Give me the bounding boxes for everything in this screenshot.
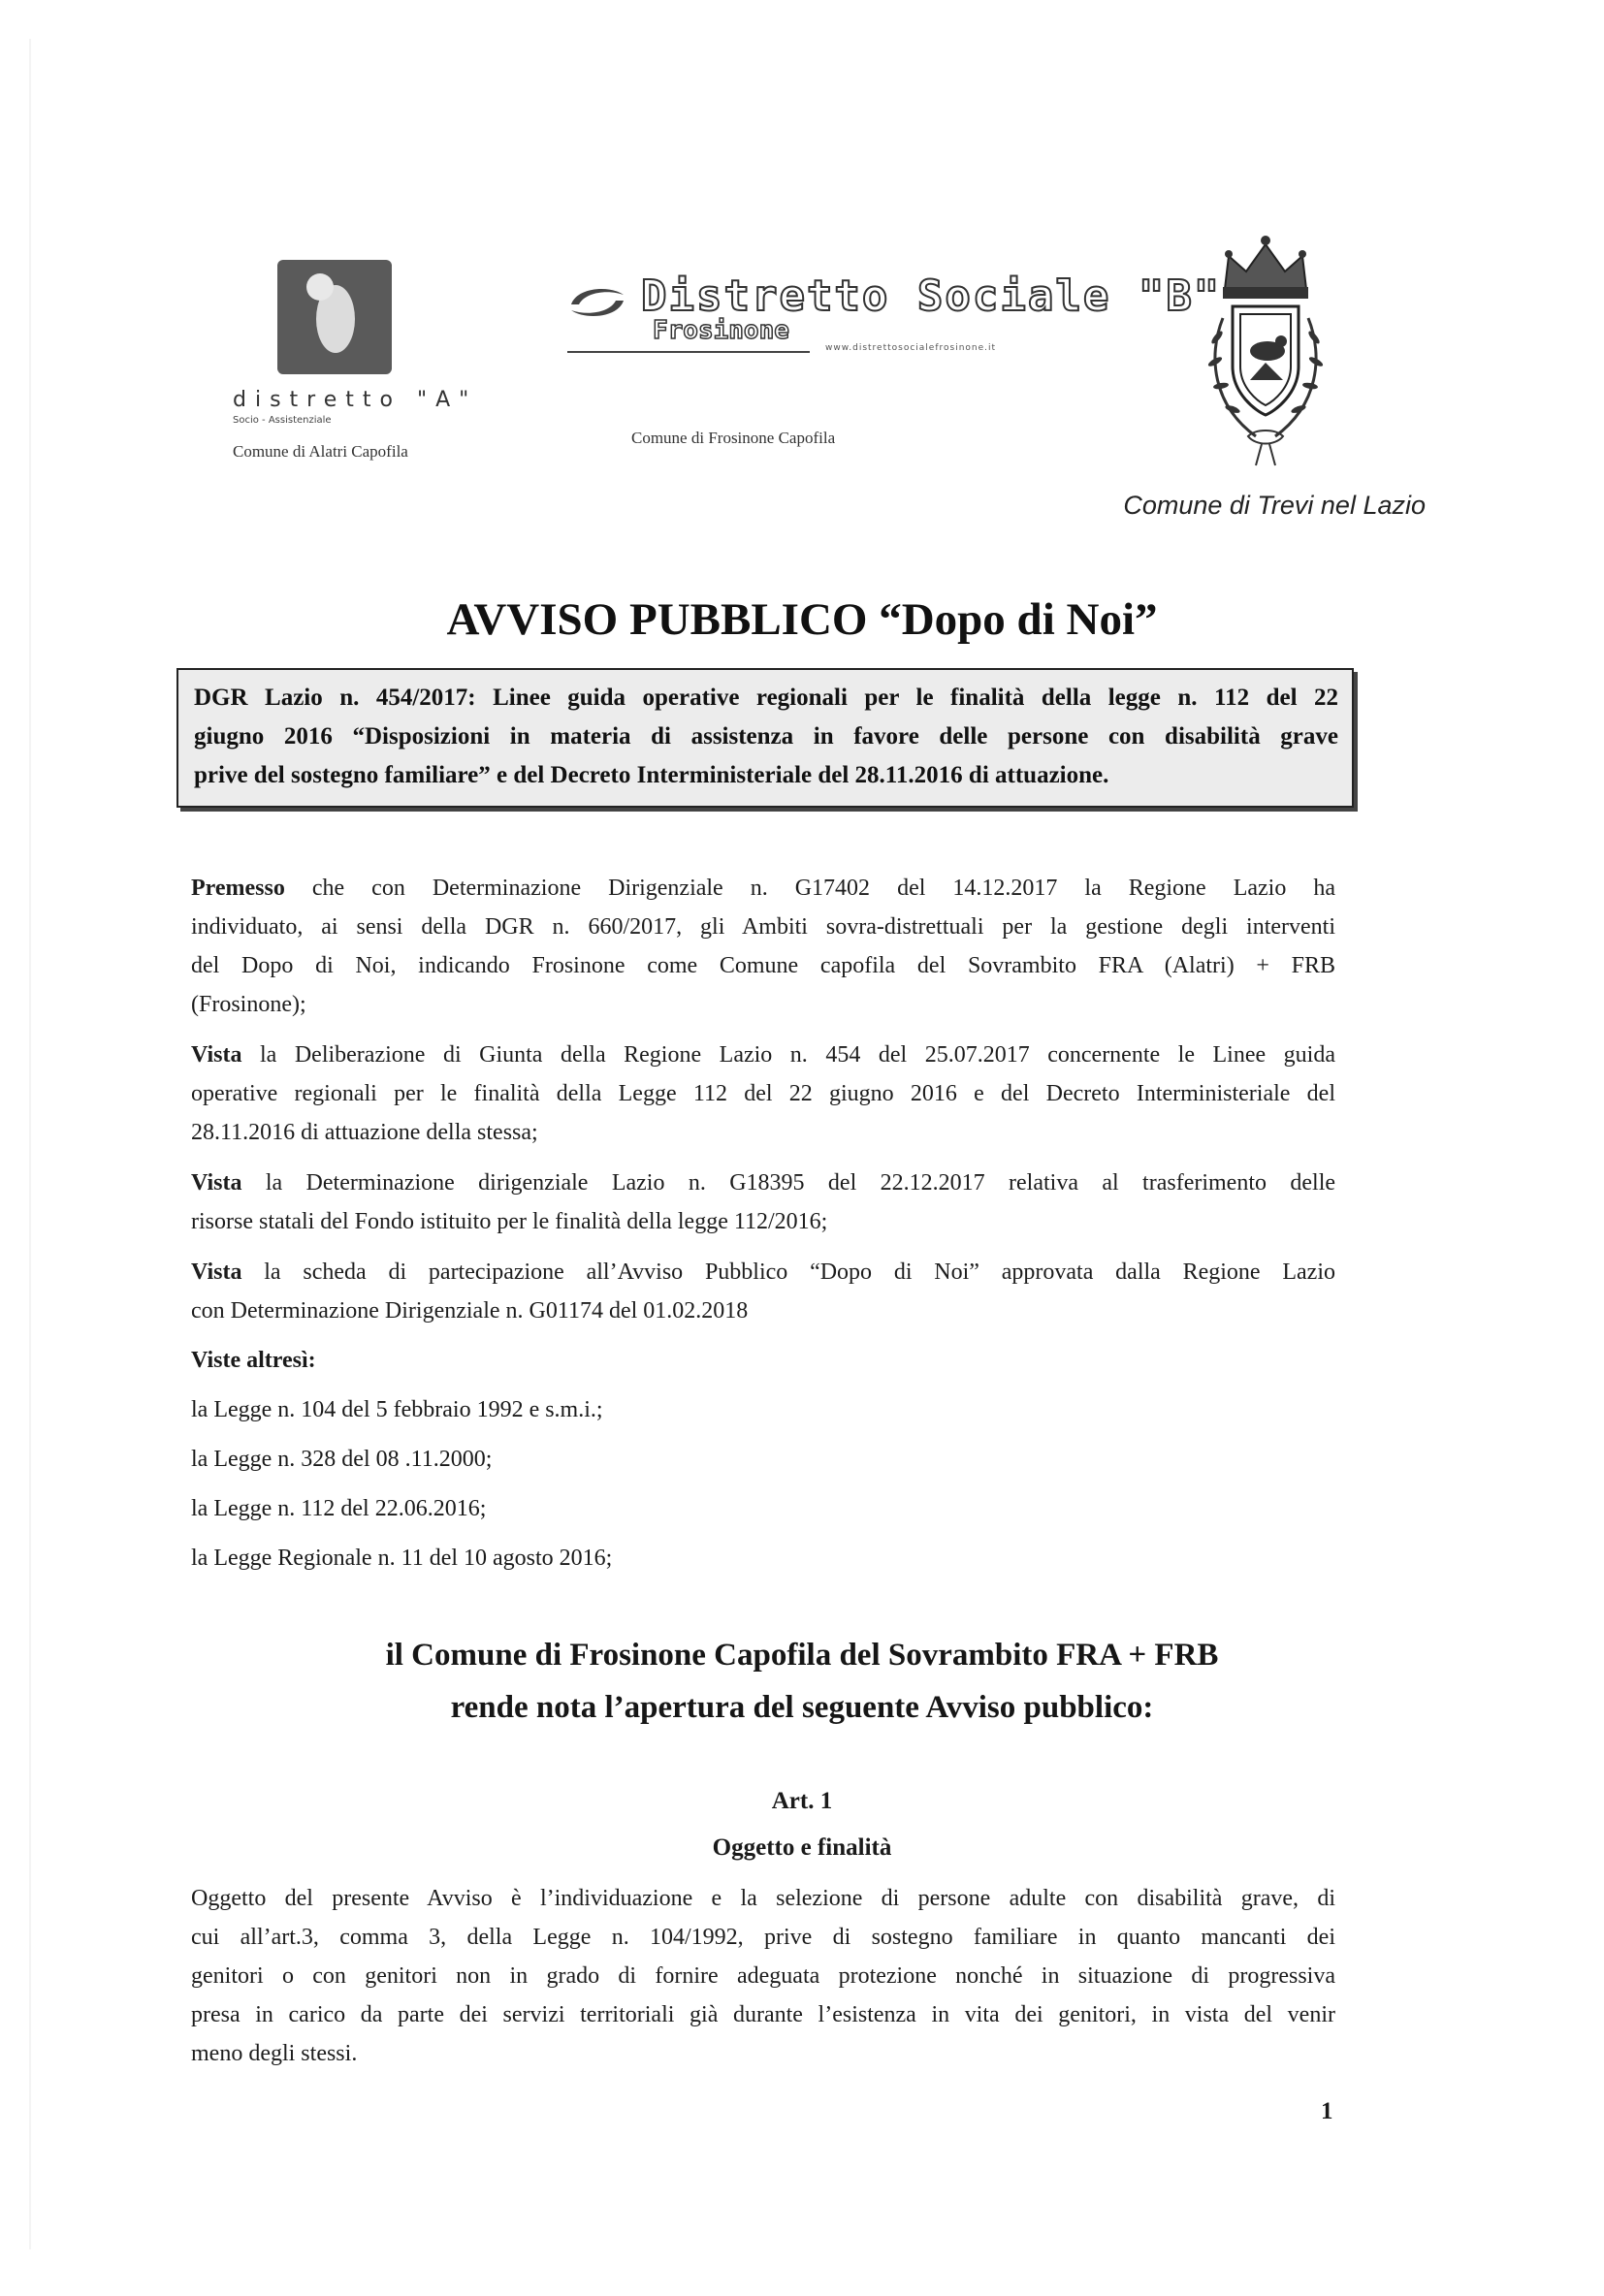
frosinone-caption: Comune di Frosinone Capofila	[631, 429, 836, 447]
trevi-caption: Comune di Trevi nel Lazio	[1123, 491, 1426, 520]
paragraph-line: risorse statali del Fondo istituito per le finalità della legge 112/2016;	[191, 1209, 828, 1234]
announcement	[0, 1629, 1604, 1734]
paragraph-lead: Vista	[191, 1260, 242, 1285]
vista-paragraph-1	[191, 1036, 1335, 1152]
article-number: Art. 1	[771, 1788, 833, 1814]
announcement-line-2: rende nota l’apertura del seguente Avviso pubblico:	[450, 1690, 1154, 1725]
paragraph-line: la Determinazione dirigenziale Lazio n. G18395 del 22.12.2017 relativa al trasferimento delle	[265, 1170, 1336, 1196]
distretto-b-underline	[567, 351, 810, 353]
page-number: 1	[1321, 2098, 1333, 2124]
article-paragraph	[191, 1879, 1335, 2073]
paragraph-line: operative regionali per le finalità della Legge 112 del 22 giugno 2016 e del Decreto Interministeriale del	[191, 1081, 1335, 1106]
distretto-b-url: www.distrettosocialefrosinone.it	[825, 343, 997, 353]
list-item: la Legge n. 104 del 5 febbraio 1992 e s.m.i.;	[191, 1397, 603, 1422]
list-item: la Legge n. 328 del 08 .11.2000;	[191, 1447, 493, 1472]
premesso-paragraph	[191, 869, 1335, 1024]
vista-paragraph-2	[191, 1164, 1335, 1241]
paragraph-line: del Dopo di Noi, indicando Frosinone come Comune capofila del Sovrambito FRA (Alatri) + FRB	[191, 953, 1335, 978]
paragraph-line: che con Determinazione Dirigenziale n. G17402 del 14.12.2017 la Regione Lazio ha	[311, 876, 1336, 901]
paragraph-line: con Determinazione Dirigenziale n. G01174 del 01.02.2018	[191, 1298, 749, 1323]
paragraph-line: 28.11.2016 di attuazione della stessa;	[191, 1120, 538, 1145]
vista-paragraph-3	[191, 1253, 1335, 1330]
dgr-line: DGR Lazio n. 454/2017: Linee guida operative regionali per le finalità della legge n. 112 del 22	[194, 685, 1338, 711]
viste-list	[191, 1341, 1064, 1588]
alatri-caption: Comune di Alatri Capofila	[233, 442, 408, 461]
paragraph-line: meno degli stessi.	[191, 2041, 358, 2066]
distretto-a-logo	[233, 260, 495, 463]
paragraph-line: individuato, ai sensi della DGR n. 660/2017, gli Ambiti sovra-distrettuali per la gestione degli interventi	[191, 914, 1335, 940]
trevi-crest-icon	[1178, 221, 1353, 473]
article-title: Oggetto e finalità	[712, 1834, 892, 1861]
dgr-line: prive del sostegno familiare” e del Decreto Interministeriale del 28.11.2016 di attuazione.	[194, 762, 1109, 788]
announcement-line-1: il Comune di Frosinone Capofila del Sovrambito FRA + FRB	[385, 1638, 1219, 1673]
distretto-b-title: Distretto Sociale "B"	[641, 271, 1222, 321]
swirl-icon	[567, 283, 627, 322]
bee-emblem-icon	[277, 260, 392, 374]
scan-edge	[29, 39, 31, 2249]
paragraph-line: (Frosinone);	[191, 992, 306, 1017]
paragraph-lead: Vista	[191, 1042, 242, 1068]
page-title: AVVISO PUBBLICO “Dopo di Noi”	[446, 594, 1158, 645]
paragraph-line: cui all’art.3, comma 3, della Legge n. 104/1992, prive di sostegno familiare in quanto mancanti dei	[191, 1925, 1335, 1950]
list-item: la Legge n. 112 del 22.06.2016;	[191, 1496, 487, 1521]
paragraph-lead: Premesso	[191, 876, 285, 901]
dgr-summary-box	[176, 668, 1354, 808]
paragraph-line: Oggetto del presente Avviso è l’individuazione e la selezione di persone adulte con disabilità grave, di	[191, 1886, 1335, 1911]
list-item: la Legge Regionale n. 11 del 10 agosto 2016;	[191, 1546, 613, 1571]
distretto-b-city: Frosinone	[653, 316, 789, 345]
paragraph-line: la Deliberazione di Giunta della Regione Lazio n. 454 del 25.07.2017 concernente le Linee guida	[259, 1042, 1336, 1068]
distretto-b-logo	[567, 271, 1222, 456]
viste-heading: Viste altresì:	[191, 1348, 316, 1373]
article-body	[191, 1879, 1335, 2073]
premises-section	[191, 869, 1335, 1330]
distretto-a-subtitle: Socio - Assistenziale	[233, 415, 332, 426]
paragraph-lead: Vista	[191, 1170, 242, 1196]
paragraph-line: presa in carico da parte dei servizi territoriali già durante l’esistenza in vita dei genitori, in vista del venir	[191, 2002, 1335, 2027]
paragraph-line: genitori o con genitori non in grado di fornire adeguata protezione nonché in situazione di progressiva	[191, 1963, 1335, 1989]
paragraph-line: la scheda di partecipazione all’Avviso Pubblico “Dopo di Noi” approvata dalla Regione Lazio	[264, 1260, 1336, 1285]
dgr-line: giugno 2016 “Disposizioni in materia di assistenza in favore delle persone con disabilità grave	[194, 723, 1338, 749]
distretto-a-wordmark: distretto "A"	[233, 388, 478, 412]
